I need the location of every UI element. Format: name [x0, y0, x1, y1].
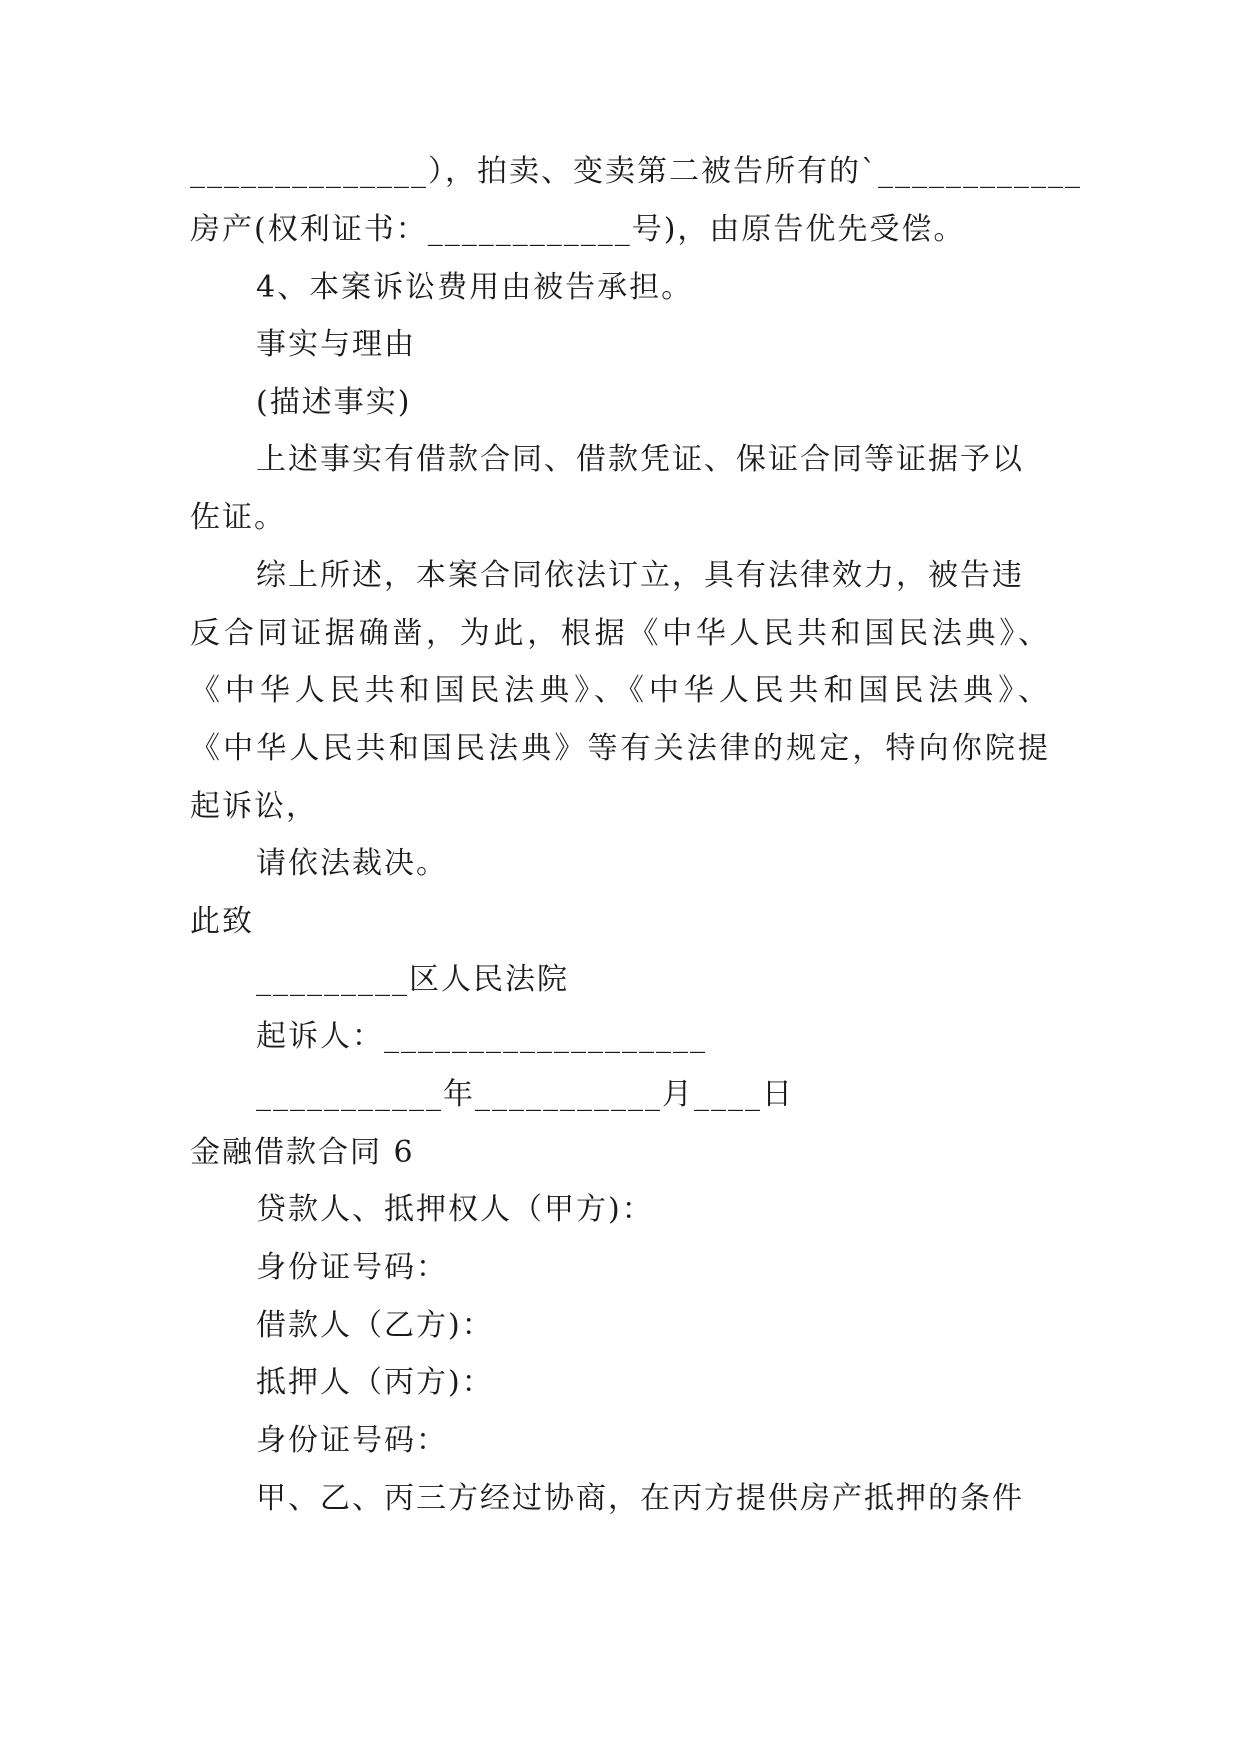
text-line: (描述事实)	[256, 385, 412, 420]
text-line: 起诉讼，	[190, 789, 318, 824]
text-line: 反合同证据确凿，为此，根据《中华人民共和国民法典》、	[190, 616, 1050, 651]
text-line: 身份证号码：	[256, 1250, 448, 1285]
section-title: 金融借款合同 6	[190, 1135, 415, 1170]
text-line: 综上所述，本案合同依法订立，具有法律效力，被告违	[256, 558, 1024, 593]
text-line: ______________），拍卖、变卖第二被告所有的`____________	[190, 154, 1082, 189]
text-line: 请依法裁决。	[256, 846, 448, 881]
section-heading: 事实与理由	[256, 327, 416, 362]
text-line: 佐证。	[190, 500, 286, 535]
text-line: 借款人（乙方)：	[256, 1308, 494, 1343]
text-line: 身份证号码：	[256, 1423, 448, 1458]
plaintiff-line: 起诉人：___________________	[256, 1019, 707, 1054]
text-line: 贷款人、抵押权人（甲方)：	[256, 1192, 654, 1227]
text-line: 此致	[190, 904, 254, 939]
text-line: 上述事实有借款合同、借款凭证、保证合同等证据予以	[256, 442, 1024, 477]
text-line: 房产(权利证书：____________号)，由原告优先受偿。	[190, 212, 966, 247]
court-line: _________区人民法院	[256, 962, 569, 997]
text-line: 甲、乙、丙三方经过协商，在丙方提供房产抵押的条件	[256, 1481, 1024, 1516]
text-line: 《中华人民共和国民法典》等有关法律的规定，特向你院提	[190, 731, 1050, 766]
date-line: ___________年___________月____日	[256, 1077, 794, 1112]
text-line: 4、本案诉讼费用由被告承担。	[256, 270, 694, 305]
text-line: 《中华人民共和国民法典》、《中华人民共和国民法典》、	[190, 673, 1050, 708]
text-line: 抵押人（丙方)：	[256, 1365, 494, 1400]
